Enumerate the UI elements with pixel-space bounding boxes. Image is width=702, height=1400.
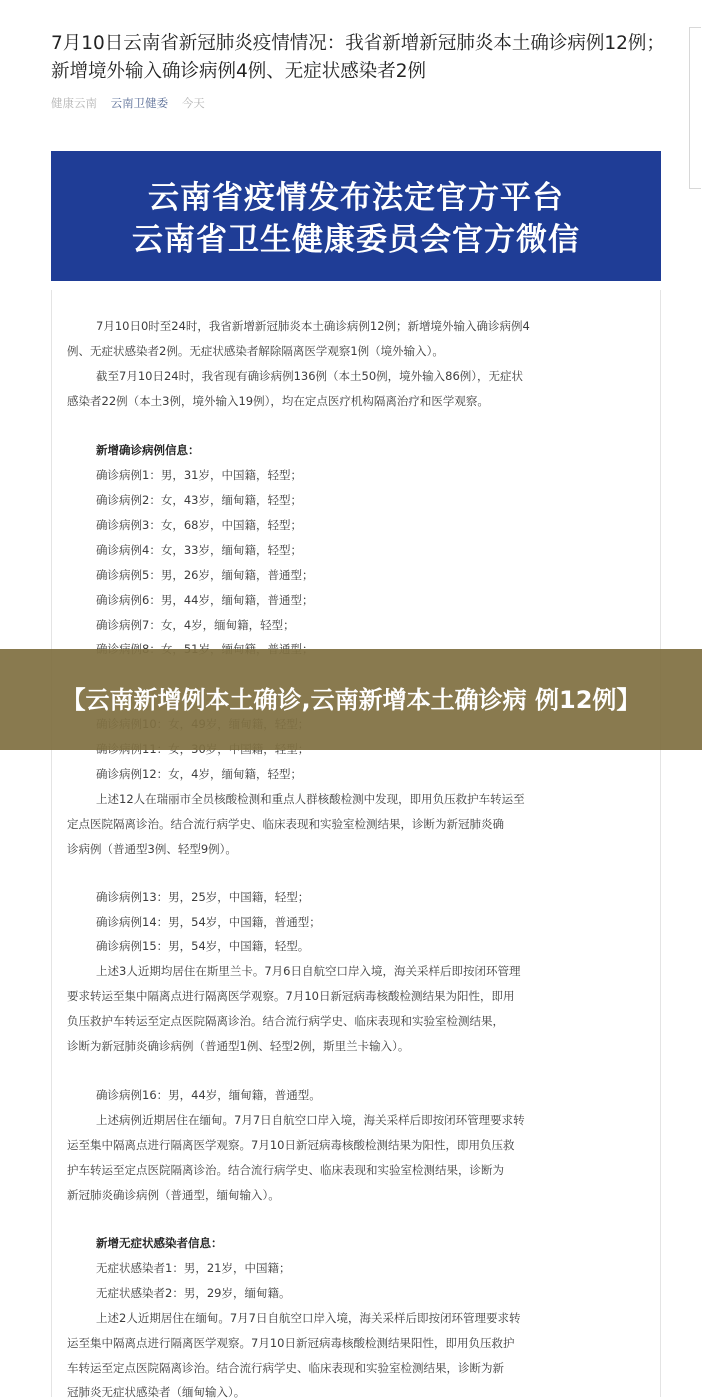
doc-line: 确诊病例6：男，44岁，缅甸籍，普通型； <box>96 593 314 607</box>
doc-line: 无症状感染者1：男，21岁，中国籍； <box>96 1261 291 1275</box>
banner-line-1: 云南省疫情发布法定官方平台 <box>148 180 564 216</box>
doc-line: 确诊病例16：男，44岁，缅甸籍，普通型。 <box>96 1088 321 1102</box>
publish-time: 今天 <box>181 96 205 110</box>
headline-overlay <box>0 649 702 750</box>
doc-line: 截至7月10日24时，我省现有确诊病例136例（本土50例，境外输入86例），无症状 <box>96 369 524 383</box>
doc-line: 确诊病例13：男，25岁，中国籍，轻型； <box>96 890 310 904</box>
doc-line: 定点医院隔离诊治。结合流行病学史、临床表现和实验室检测结果，诊断为新冠肺炎确 <box>67 817 504 831</box>
doc-line: 护车转运至定点医院隔离诊治。结合流行病学史、临床表现和实验室检测结果，诊断为 <box>67 1163 504 1177</box>
doc-line: 诊断为新冠肺炎确诊病例（普通型1例、轻型2例，斯里兰卡输入）。 <box>67 1039 410 1053</box>
doc-line: 感染者22例（本土3例，境外输入19例），均在定点医疗机构隔离治疗和医学观察。 <box>67 394 489 408</box>
banner-line-2: 云南省卫生健康委员会官方微信 <box>132 222 580 258</box>
section-heading: 新增确诊病例信息： <box>96 443 200 457</box>
doc-line: 上述病例近期居住在缅甸。7月7日自航空口岸入境，海关采样后即按闭环管理要求转 <box>96 1113 525 1127</box>
section-heading: 新增无症状感染者信息： <box>96 1236 223 1250</box>
article-source: 健康云南 <box>51 96 97 110</box>
scrollbar[interactable] <box>689 27 701 189</box>
doc-line: 运至集中隔离点进行隔离医学观察。7月10日新冠病毒核酸检测结果为阳性，即用负压救 <box>67 1138 515 1152</box>
doc-line: 上述2人近期居住在缅甸。7月7日自航空口岸入境，海关采样后即按闭环管理要求转 <box>96 1311 521 1325</box>
doc-line: 上述3人近期均居住在斯里兰卡。7月6日自航空口岸入境，海关采样后即按闭环管理 <box>96 964 521 978</box>
doc-line: 确诊病例5：男，26岁，缅甸籍，普通型； <box>96 568 314 582</box>
doc-line: 要求转运至集中隔离点进行隔离医学观察。7月10日新冠病毒核酸检测结果为阳性，即用 <box>67 989 515 1003</box>
doc-line: 确诊病例1：男，31岁，中国籍，轻型； <box>96 468 302 482</box>
article-meta <box>51 95 215 111</box>
doc-line: 诊病例（普通型3例、轻型9例）。 <box>67 842 237 856</box>
doc-line: 确诊病例2：女，43岁，缅甸籍，轻型； <box>96 493 302 507</box>
doc-line: 新冠肺炎确诊病例（普通型，缅甸输入）。 <box>67 1188 280 1202</box>
document-image <box>51 290 661 1397</box>
doc-line: 确诊病例7：女，4岁，缅甸籍，轻型； <box>96 618 295 632</box>
account-link[interactable]: 云南卫健委 <box>110 96 169 110</box>
doc-line: 无症状感染者2：男，29岁，缅甸籍。 <box>96 1286 291 1300</box>
doc-line: 上述12人在瑞丽市全员核酸检测和重点人群核酸检测中发现，即用负压救护车转运至 <box>96 792 525 806</box>
doc-line: 冠肺炎无症状感染者（缅甸输入）。 <box>67 1385 246 1399</box>
doc-line: 确诊病例4：女，33岁，缅甸籍，轻型； <box>96 543 302 557</box>
doc-line: 确诊病例15：男，54岁，中国籍，轻型。 <box>96 939 310 953</box>
doc-line: 确诊病例12：女，4岁，缅甸籍，轻型； <box>96 767 302 781</box>
article-title: 7月10日云南省新冠肺炎疫情情况：我省新增新冠肺炎本土确诊病例12例；新增境外输入确诊病例4例、无症状感染者2例 <box>51 33 665 82</box>
doc-line: 7月10日0时至24时，我省新增新冠肺炎本土确诊病例12例；新增境外输入确诊病例4 <box>96 319 530 333</box>
doc-line: 确诊病例3：女，68岁，中国籍，轻型； <box>96 518 302 532</box>
doc-line: 负压救护车转运至定点医院隔离诊治。结合流行病学史、临床表现和实验室检测结果， <box>67 1014 504 1028</box>
doc-line: 例、无症状感染者2例。无症状感染者解除隔离医学观察1例（境外输入）。 <box>67 344 444 358</box>
doc-line: 运至集中隔离点进行隔离医学观察。7月10日新冠病毒核酸检测结果阳性，即用负压救护 <box>67 1336 515 1350</box>
doc-line: 确诊病例14：男，54岁，中国籍，普通型； <box>96 915 321 929</box>
overlay-headline: 【云南新增例本土确诊,云南新增本土确诊病 例12例】 <box>61 685 641 714</box>
doc-line: 车转运至定点医院隔离诊治。结合流行病学史、临床表现和实验室检测结果，诊断为新 <box>67 1361 504 1375</box>
header-banner <box>51 151 661 281</box>
